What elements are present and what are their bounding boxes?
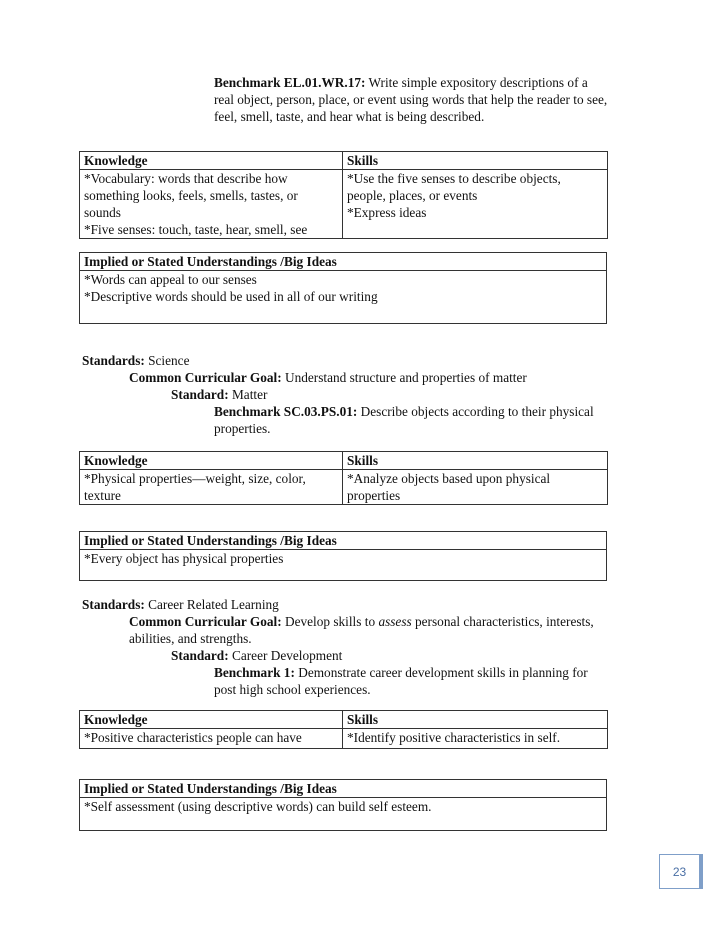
career-standards-line — [82, 596, 662, 613]
knowledge-line: *Vocabulary: words that describe how — [84, 171, 288, 186]
career-goal-line — [82, 613, 662, 630]
skills-line: properties — [347, 488, 401, 503]
science-standard-line — [82, 386, 642, 403]
skills-header: Skills — [343, 711, 608, 729]
benchmark-el-line-1: Write simple expository descriptions of a — [365, 75, 588, 90]
benchmark-el-line-3: feel, smell, taste, and hear what is being described. — [214, 109, 485, 124]
skills-line: *Express ideas — [347, 205, 427, 220]
big-ideas-header: Implied or Stated Understandings /Big Ideas — [80, 532, 607, 550]
big-ideas-header: Implied or Stated Understandings /Big Ideas — [80, 780, 607, 798]
knowledge-skills-table-2 — [79, 451, 608, 505]
goal-label: Common Curricular Goal: — [129, 614, 282, 629]
standard-value: Career Development — [228, 648, 343, 663]
big-ideas-table-1 — [79, 252, 607, 324]
career-standard-line — [82, 647, 662, 664]
skills-line: people, places, or events — [347, 188, 478, 203]
page-number: 23 — [659, 854, 700, 889]
knowledge-line: texture — [84, 488, 121, 503]
benchmark-el-block — [214, 74, 607, 125]
benchmark-value: Demonstrate career development skills in planning for — [294, 665, 588, 680]
standard-label: Standard: — [171, 387, 229, 402]
big-ideas-line: *Words can appeal to our senses — [84, 272, 257, 287]
skills-header: Skills — [343, 452, 608, 470]
knowledge-header: Knowledge — [80, 452, 343, 470]
knowledge-line: *Positive characteristics people can have — [84, 730, 302, 745]
science-benchmark-line — [82, 403, 642, 420]
knowledge-cell — [80, 170, 343, 239]
benchmark-value: Describe objects according to their physical — [357, 404, 594, 419]
knowledge-line: *Five senses: touch, taste, hear, smell, see — [84, 222, 308, 237]
benchmark-el-label: Benchmark EL.01.WR.17: — [214, 75, 366, 90]
big-ideas-line: *Descriptive words should be used in all of our writing — [84, 289, 378, 304]
knowledge-cell — [80, 729, 343, 749]
big-ideas-table-2 — [79, 531, 607, 581]
skills-cell — [343, 170, 608, 239]
standards-label: Standards: — [82, 353, 145, 368]
career-benchmark-line-2: post high school experiences. — [214, 682, 371, 697]
big-ideas-cell — [80, 271, 607, 324]
knowledge-header: Knowledge — [80, 152, 343, 170]
standards-value: Career Related Learning — [144, 597, 279, 612]
science-standards-line — [82, 352, 642, 369]
goal-value-italic: assess — [378, 614, 412, 629]
skills-header: Skills — [343, 152, 608, 170]
standard-value: Matter — [228, 387, 268, 402]
knowledge-line: something looks, feels, smells, tastes, or — [84, 188, 298, 203]
knowledge-header: Knowledge — [80, 711, 343, 729]
goal-value-pre: Develop skills to — [281, 614, 379, 629]
goal-value: Understand structure and properties of matter — [281, 370, 527, 385]
science-standards-block — [82, 352, 642, 437]
standards-value: Science — [144, 353, 190, 368]
big-ideas-cell — [80, 798, 607, 831]
big-ideas-header: Implied or Stated Understandings /Big Ideas — [80, 253, 607, 271]
knowledge-skills-table-1 — [79, 151, 608, 239]
knowledge-skills-table-3 — [79, 710, 608, 749]
skills-line: *Use the five senses to describe objects, — [347, 171, 561, 186]
big-ideas-cell — [80, 550, 607, 581]
career-standards-block — [82, 596, 662, 698]
big-ideas-line: *Every object has physical properties — [84, 551, 284, 566]
benchmark-label: Benchmark 1: — [214, 665, 295, 680]
goal-value-post: personal characteristics, interests, — [411, 614, 594, 629]
skills-line: *Analyze objects based upon physical — [347, 471, 551, 486]
big-ideas-table-3 — [79, 779, 607, 831]
knowledge-line: *Physical properties—weight, size, color, — [84, 471, 306, 486]
knowledge-cell — [80, 470, 343, 505]
standard-label: Standard: — [171, 648, 229, 663]
career-benchmark-line — [82, 664, 662, 681]
career-goal-line-2: abilities, and strengths. — [129, 631, 252, 646]
science-goal-line — [82, 369, 642, 386]
standards-label: Standards: — [82, 597, 145, 612]
benchmark-el-line-2: real object, person, place, or event using words that help the reader to see, — [214, 92, 608, 107]
skills-line: *Identify positive characteristics in self. — [347, 730, 561, 745]
skills-cell — [343, 729, 608, 749]
goal-label: Common Curricular Goal: — [129, 370, 282, 385]
skills-cell — [343, 470, 608, 505]
benchmark-label: Benchmark SC.03.PS.01: — [214, 404, 358, 419]
knowledge-line: sounds — [84, 205, 121, 220]
science-benchmark-line-2: properties. — [214, 421, 271, 436]
big-ideas-line: *Self assessment (using descriptive words) can build self esteem. — [84, 799, 432, 814]
page-number-accent-bar — [700, 854, 703, 889]
